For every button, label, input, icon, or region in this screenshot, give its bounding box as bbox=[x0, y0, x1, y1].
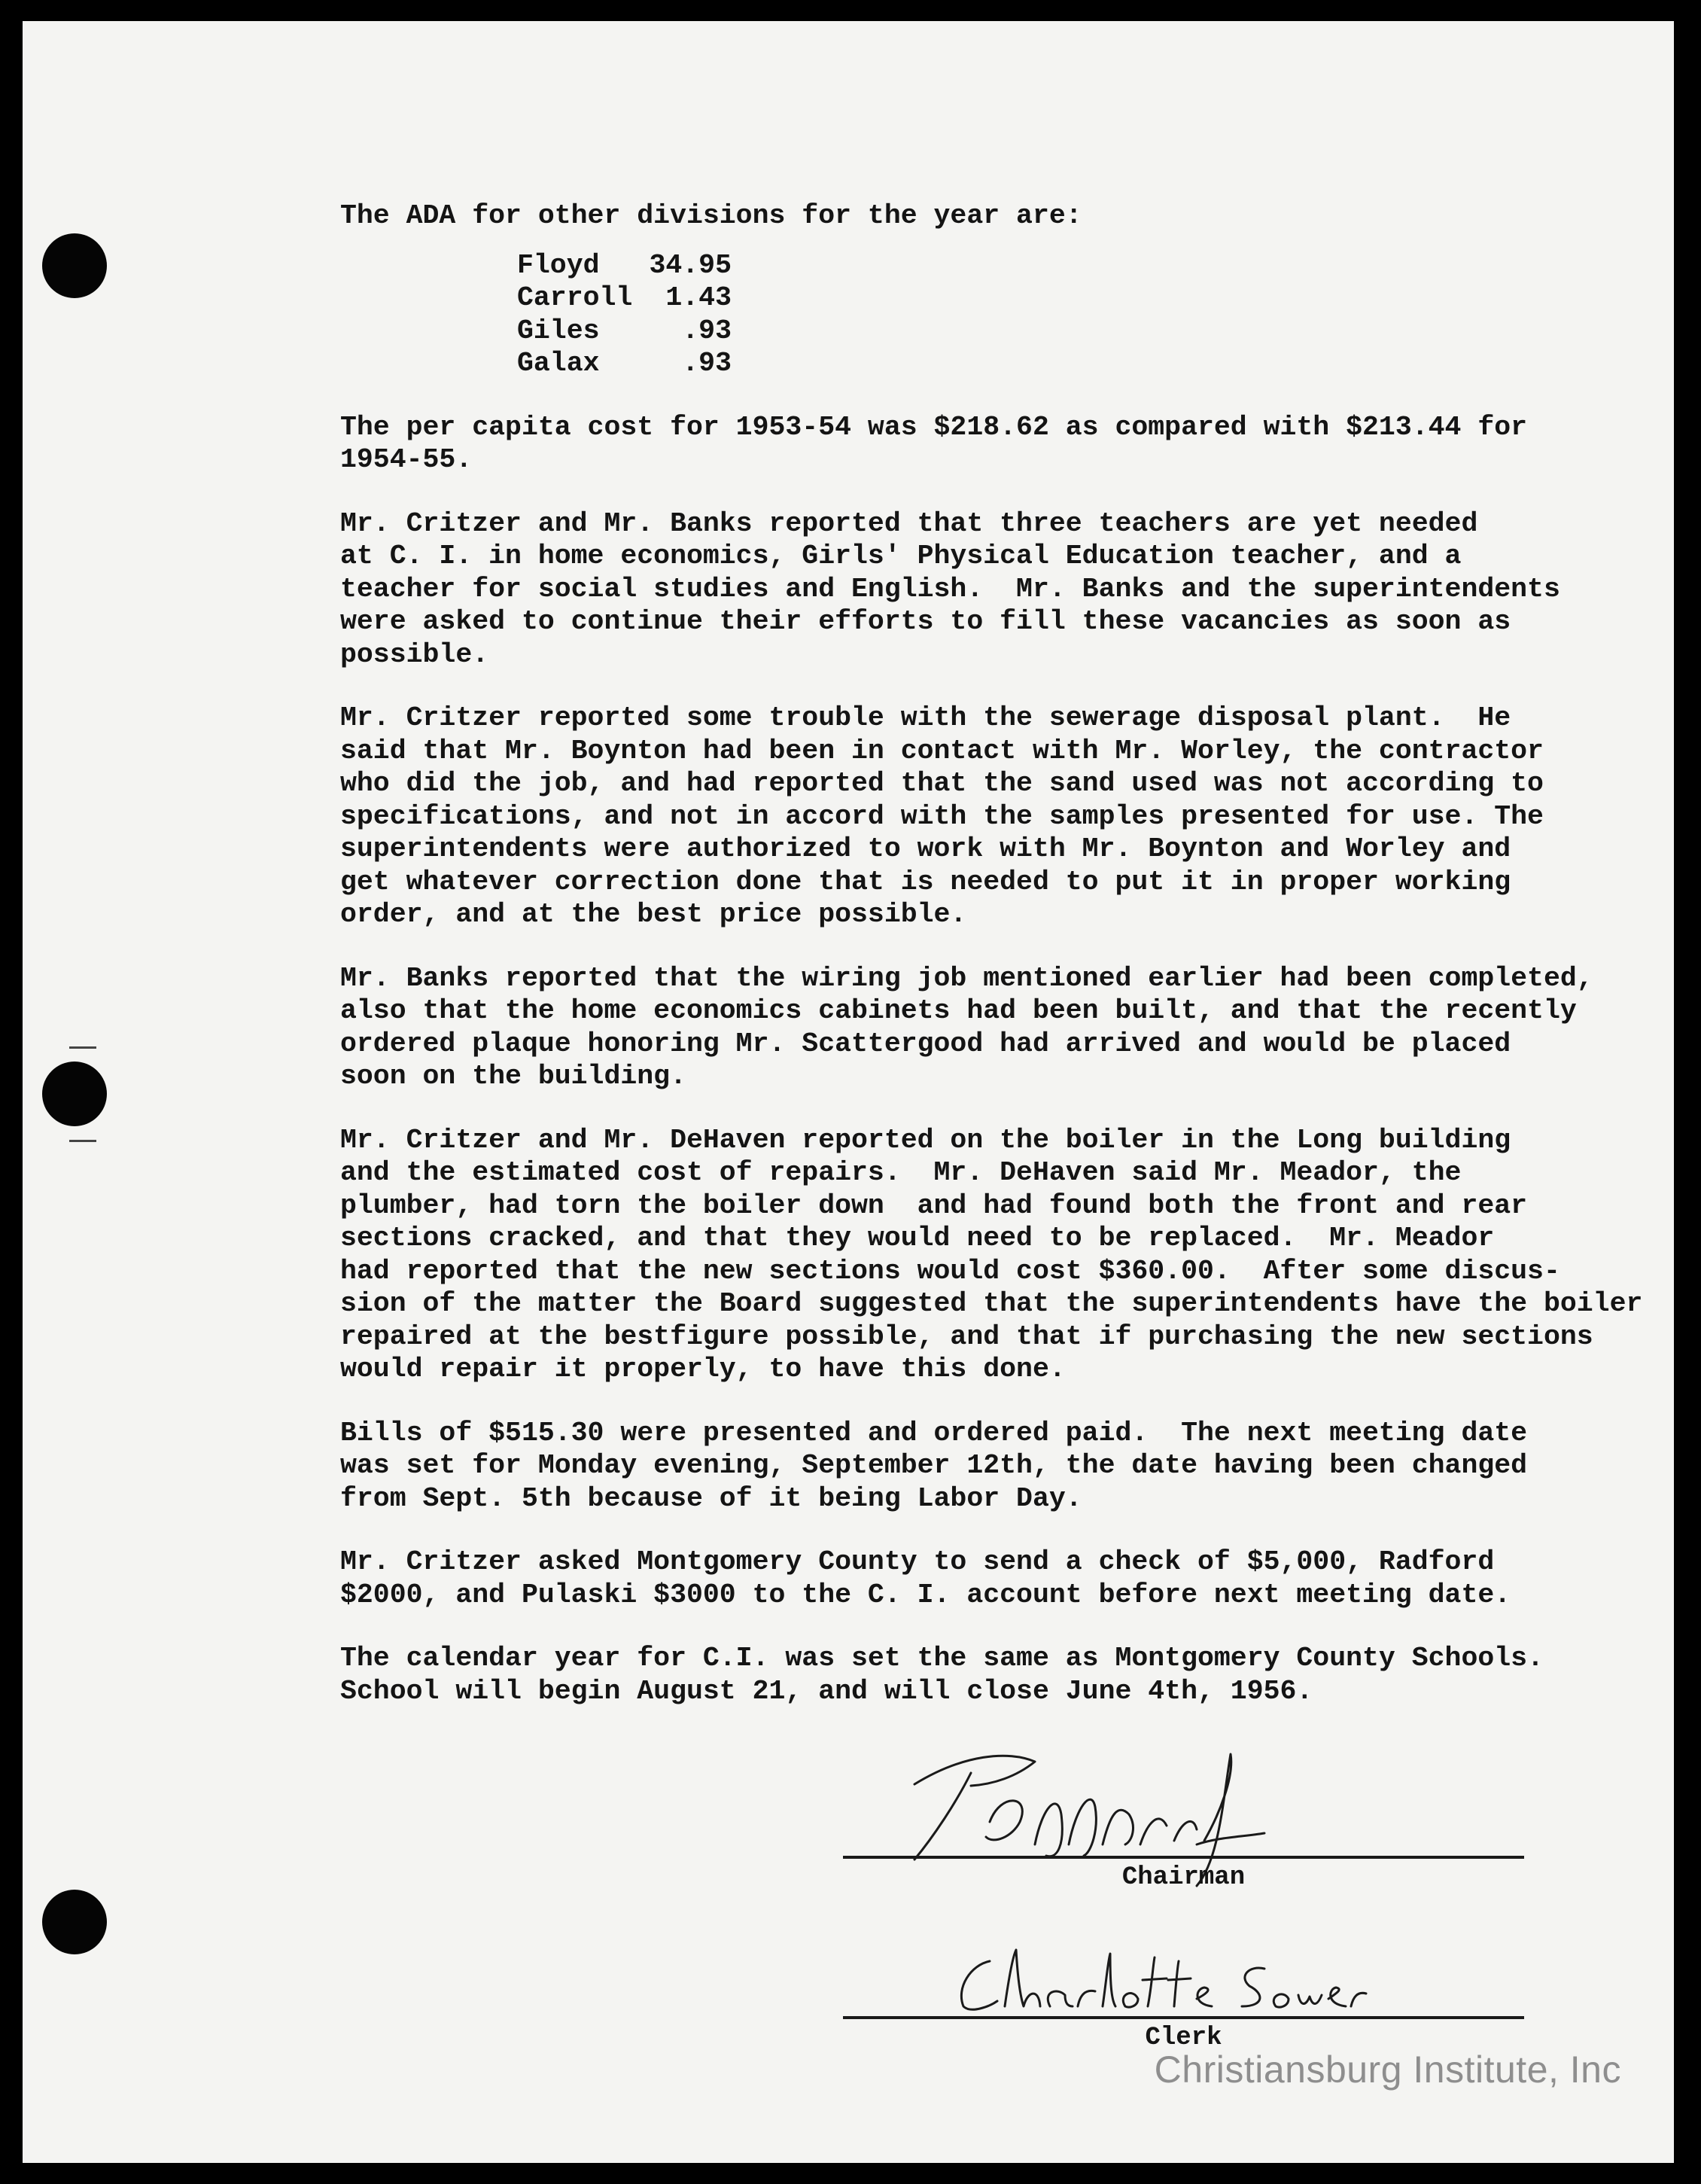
ada-value: 34.95 bbox=[649, 249, 732, 281]
text-line: said that Mr. Boynton had been in contact with Mr. Worley, the contractor bbox=[340, 735, 1544, 766]
text-line: who did the job, and had reported that the sand used was not according to bbox=[340, 768, 1544, 799]
text-line: Mr. Banks reported that the wiring job mentioned earlier had been completed, bbox=[340, 962, 1593, 994]
paragraph-sewerage bbox=[340, 702, 1635, 931]
text-line: and the estimated cost of repairs. Mr. DeHaven said Mr. Meador, the bbox=[340, 1157, 1462, 1188]
text-line: was set for Monday evening, September 12th, the date having been changed bbox=[340, 1450, 1528, 1481]
clerk-title: Clerk bbox=[1145, 2024, 1222, 2052]
minutes-body bbox=[340, 200, 1643, 1738]
ada-intro: The ADA for other divisions for the year are: bbox=[340, 200, 1082, 231]
text-line: were asked to continue their efforts to fill these vacancies as soon as bbox=[340, 606, 1511, 637]
text-line: The per capita cost for 1953-54 was $218.62 as compared with $213.44 for bbox=[340, 411, 1528, 443]
text-line: Mr. Critzer reported some trouble with the sewerage disposal plant. He bbox=[340, 702, 1511, 733]
text-line: 1954-55. bbox=[340, 444, 473, 475]
ada-value: .93 bbox=[682, 315, 732, 346]
clerk-signature bbox=[843, 1935, 1370, 2018]
paragraph-per-capita bbox=[340, 411, 1635, 477]
text-line: Mr. Critzer asked Montgomery County to send a check of $5,000, Radford bbox=[340, 1546, 1495, 1577]
ada-row bbox=[517, 282, 732, 315]
ada-row bbox=[517, 249, 732, 282]
ada-value: .93 bbox=[682, 348, 732, 379]
paragraph-wiring bbox=[340, 962, 1635, 1093]
text-line: ordered plaque honoring Mr. Scattergood had arrived and would be placed bbox=[340, 1028, 1511, 1059]
paragraph-bills bbox=[340, 1417, 1635, 1515]
ada-division: Floyd bbox=[517, 249, 600, 281]
punch-hole bbox=[42, 1062, 107, 1126]
ada-table bbox=[517, 249, 732, 380]
signature-line bbox=[843, 2016, 1524, 2019]
paragraph-boiler bbox=[340, 1124, 1643, 1386]
text-line: superintendents were authorized to work with Mr. Boynton and Worley and bbox=[340, 833, 1511, 864]
text-line: $2000, and Pulaski $3000 to the C. I. account before next meeting date. bbox=[340, 1579, 1511, 1610]
text-line: soon on the building. bbox=[340, 1061, 686, 1092]
ada-row bbox=[517, 315, 732, 348]
text-line: The calendar year for C.I. was set the same as Montgomery County Schools. bbox=[340, 1643, 1544, 1674]
text-line: Mr. Critzer and Mr. DeHaven reported on the boiler in the Long building bbox=[340, 1124, 1511, 1156]
ada-division: Galax bbox=[517, 348, 600, 379]
text-line: would repair it properly, to have this done. bbox=[340, 1354, 1066, 1384]
text-line: also that the home economics cabinets had been built, and that the recently bbox=[340, 995, 1577, 1026]
text-line: sion of the matter the Board suggested that the superintendents have the boiler bbox=[340, 1288, 1643, 1319]
punch-hole bbox=[42, 233, 107, 298]
ada-division: Giles bbox=[517, 315, 600, 346]
margin-mark bbox=[69, 1140, 96, 1142]
signature-line bbox=[843, 1856, 1524, 1859]
text-line: at C. I. in home economics, Girls' Physical Education teacher, and a bbox=[340, 541, 1462, 571]
watermark: Christiansburg Institute, Inc bbox=[1154, 2048, 1621, 2091]
paragraph-calendar bbox=[340, 1642, 1635, 1707]
text-line: repaired at the bestfigure possible, and that if purchasing the new sections bbox=[340, 1320, 1593, 1352]
text-line: possible. bbox=[340, 638, 489, 670]
ada-division: Carroll bbox=[517, 282, 633, 313]
chairman-title: Chairman bbox=[1121, 1863, 1246, 1892]
text-line: get whatever correction done that is needed to put it in proper working bbox=[340, 866, 1511, 897]
text-line: Mr. Critzer and Mr. Banks reported that three teachers are yet needed bbox=[340, 507, 1478, 539]
punch-hole bbox=[42, 1890, 107, 1954]
paragraph-checks bbox=[340, 1546, 1635, 1611]
text-line: teacher for social studies and English. Mr. Banks and the superintendents bbox=[340, 573, 1560, 605]
text-line: School will begin August 21, and will close June 4th, 1956. bbox=[340, 1675, 1313, 1707]
text-line: sections cracked, and that they would need to be replaced. Mr. Meador bbox=[340, 1223, 1495, 1253]
paragraph-teachers bbox=[340, 507, 1635, 672]
text-line: plumber, had torn the boiler down and had found both the front and rear bbox=[340, 1189, 1528, 1221]
text-line: order, and at the best price possible. bbox=[340, 899, 967, 930]
margin-mark bbox=[69, 1046, 96, 1049]
text-line: Bills of $515.30 were presented and ordered paid. The next meeting date bbox=[340, 1417, 1528, 1448]
text-line: from Sept. 5th because of it being Labor Day. bbox=[340, 1482, 1082, 1514]
ada-value: 1.43 bbox=[665, 282, 732, 313]
text-line: had reported that the new sections would cost $360.00. After some discus- bbox=[340, 1255, 1560, 1287]
ada-row bbox=[517, 347, 732, 380]
text-line: specifications, and not in accord with the samples presented for use. The bbox=[340, 800, 1544, 832]
